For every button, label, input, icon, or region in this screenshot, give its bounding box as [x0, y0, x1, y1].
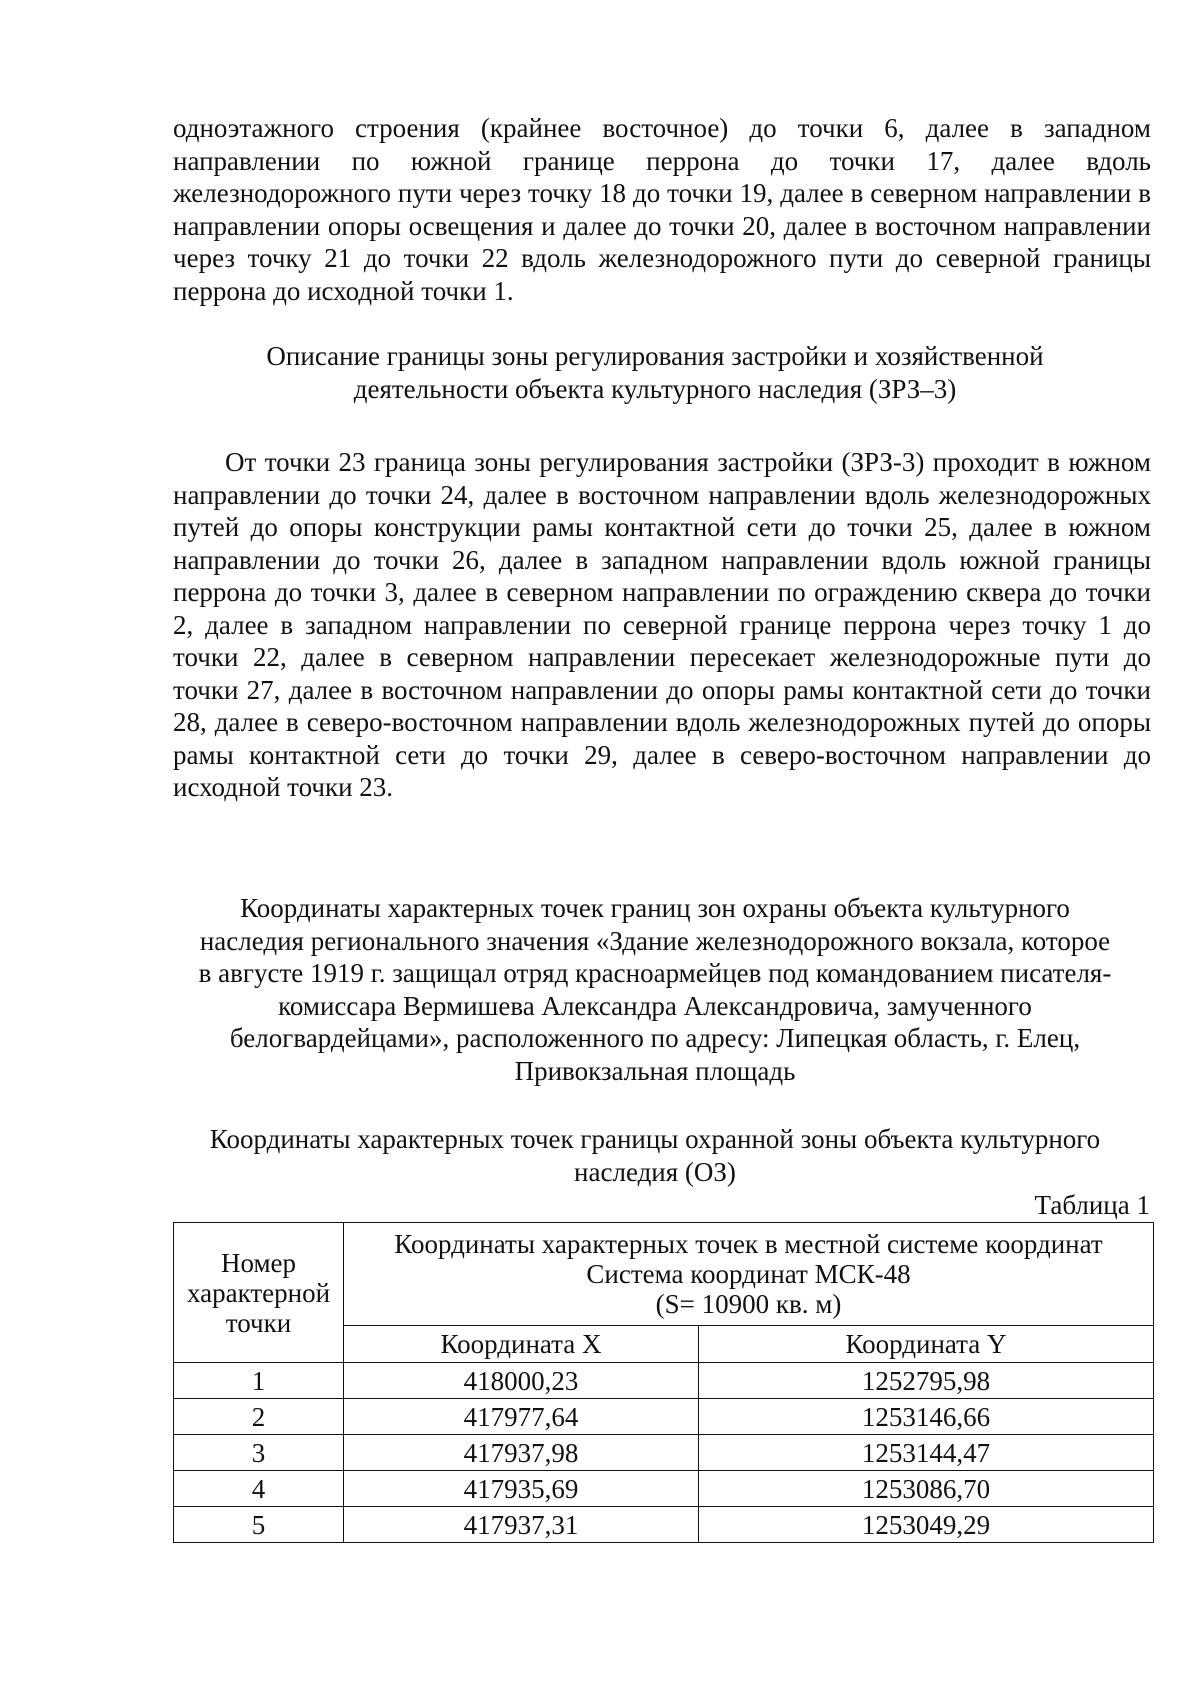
paragraph-zrz3-boundary: От точки 23 граница зоны регулирования застройки (ЗРЗ-3) проходит в южном направлении до точки 24, далее в восточном направлении вдоль железнодорожных путей до опоры конструкции рамы контактной сети до точки 25, далее в южном направлении до точки 26, далее в западном направлении вдоль южной границы перрона до точки 3, далее в северном направлении по ограждению сквера до точки 2, далее в западном направлении по северной границе перрона через точку 1 до точки 22, далее в северном направлении пересекает железнодорожные пути до точки 27, далее в восточном направлении до опоры рамы контактной сети до точки 28, далее в северо-восточном направлении вдоль железнодорожных путей до опоры рамы контактной сети до точки 29, далее в северо-восточном направлении до исходной точки 23. — [173, 447, 1151, 802]
heading-line: белогвардейцами», расположенного по адресу: Липецкая область, г. Елец, — [229, 1023, 1081, 1053]
coordinate-x-cell: 418000,23 — [344, 1363, 699, 1399]
coordinate-y-cell: 1252795,98 — [699, 1363, 1154, 1399]
heading-line: Координаты характерных точек границ зон охраны объекта культурного — [240, 893, 1070, 923]
heading-line: наследия (ОЗ) — [574, 1156, 736, 1187]
coordinate-system-header: Координаты характерных точек в местной системе координат Система координат МСК-48 (S= 10900 кв. м) — [344, 1223, 1154, 1326]
coordinate-x-header: Координата X — [344, 1326, 699, 1363]
table-row — [174, 1363, 1154, 1399]
paragraph-boundary-continuation: одноэтажного строения (крайнее восточное) до точки 6, далее в западном направлении по южной границе перрона до точки 17, далее вдоль железнодорожного пути через точку 18 до точки 19, далее в северном направлении в направлении опоры освещения и далее до точки 20, далее в восточном направлении через точку 21 до точки 22 вдоль железнодорожного пути до северной границы перрона до исходной точки 1. — [173, 113, 1151, 306]
heading-line: комиссара Вермишева Александра Александровича, замученного — [278, 990, 1032, 1021]
point-number-cell: 4 — [174, 1471, 344, 1507]
heading-line: Привокзальная площадь — [514, 1055, 796, 1086]
heading-zrz3-description — [160, 340, 1150, 405]
heading-line: наследия регионального значения «Здание железнодорожного вокзала, которое — [199, 925, 1111, 956]
coordinate-y-cell: 1253049,29 — [699, 1507, 1154, 1543]
point-number-cell: 1 — [174, 1363, 344, 1399]
heading-line: Описание границы зоны регулирования застройки и хозяйственной — [266, 341, 1044, 371]
coordinate-y-cell: 1253146,66 — [699, 1399, 1154, 1435]
point-number-cell: 3 — [174, 1435, 344, 1471]
table-row — [174, 1399, 1154, 1435]
coordinate-x-cell: 417977,64 — [344, 1399, 699, 1435]
table-row — [174, 1471, 1154, 1507]
coordinate-x-cell: 417937,98 — [344, 1435, 699, 1471]
coordinate-x-cell: 417935,69 — [344, 1471, 699, 1507]
table-label: Таблица 1 — [1034, 1190, 1150, 1220]
point-number-header: Номер характерной точки — [174, 1223, 344, 1363]
table-row — [174, 1507, 1154, 1543]
coordinate-y-header: Координата Y — [699, 1326, 1154, 1363]
coordinate-x-cell: 417937,31 — [344, 1507, 699, 1543]
coordinate-y-cell: 1253144,47 — [699, 1435, 1154, 1471]
heading-line: в августе 1919 г. защищал отряд красноармейцев под командованием писателя- — [198, 958, 1112, 988]
table-header-row — [174, 1223, 1154, 1326]
heading-coordinates-zones — [160, 892, 1150, 1087]
heading-line: деятельности объекта культурного наследия (ЗРЗ–3) — [353, 373, 957, 404]
point-number-cell: 2 — [174, 1399, 344, 1435]
heading-line: Координаты характерных точек границы охранной зоны объекта культурного — [209, 1124, 1101, 1154]
coordinate-y-cell: 1253086,70 — [699, 1471, 1154, 1507]
coordinates-table — [173, 1222, 1154, 1543]
table-row — [174, 1435, 1154, 1471]
point-number-cell: 5 — [174, 1507, 344, 1543]
heading-coordinates-oz — [160, 1123, 1150, 1188]
